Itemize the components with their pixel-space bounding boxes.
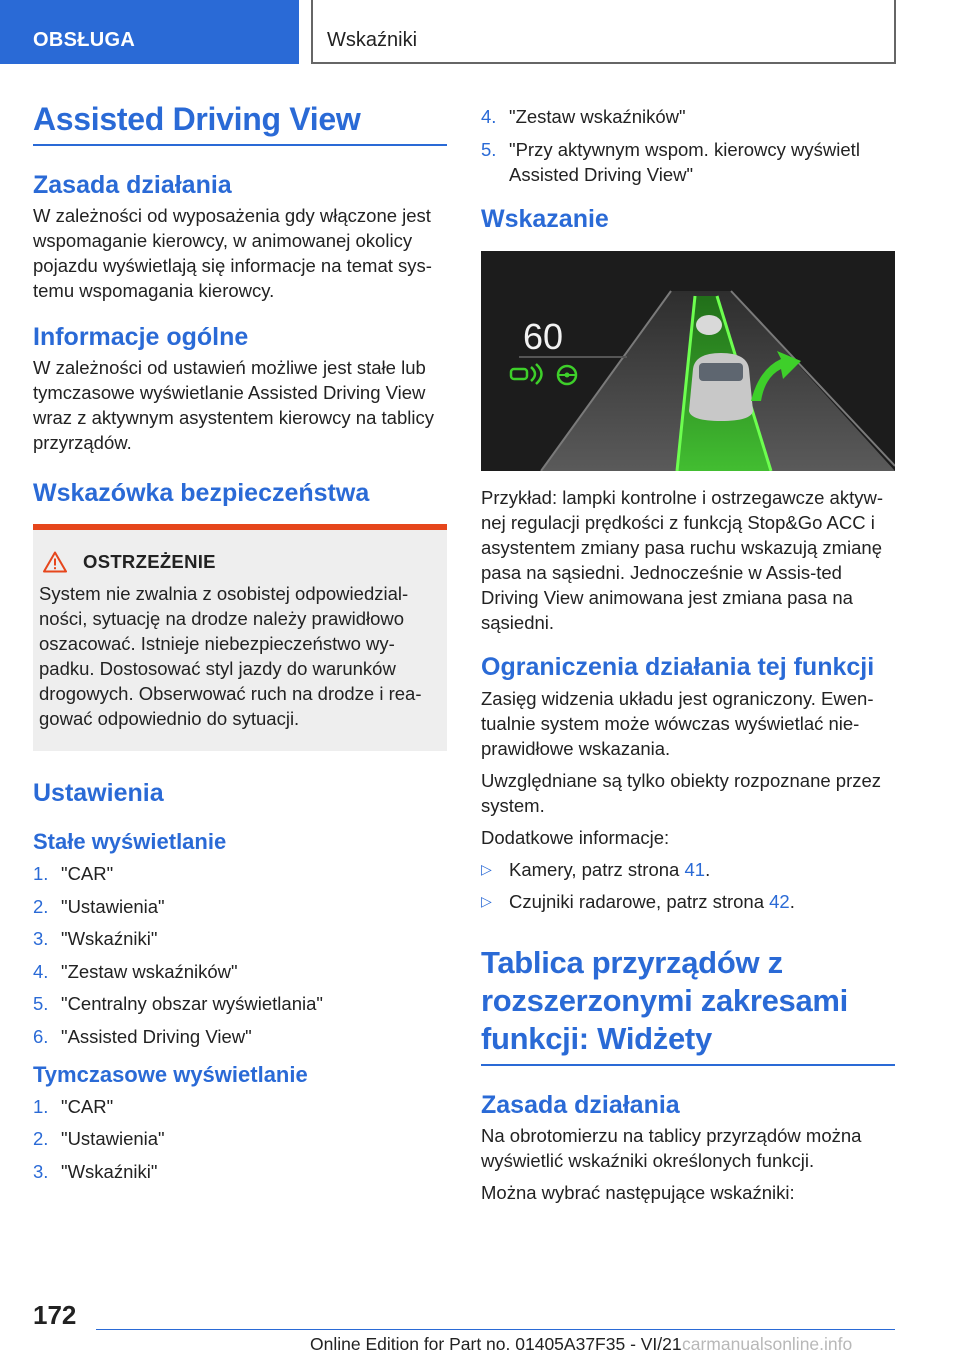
- general-heading: Informacje ogólne: [33, 323, 249, 351]
- step-number: 3.: [33, 1160, 49, 1182]
- step-number: 6.: [33, 1025, 49, 1047]
- page-reference-link[interactable]: 42: [769, 891, 790, 912]
- step-text: "Wskaźniki": [61, 1160, 158, 1182]
- step-text: "Zestaw wskaźników": [509, 106, 686, 127]
- step-text: "Zestaw wskaźników": [61, 960, 238, 982]
- step-item: [33, 959, 447, 984]
- right-column: [481, 104, 895, 1205]
- temporary-heading: Tymczasowe wyświetlanie: [33, 1061, 308, 1087]
- step-text: "CAR": [61, 863, 114, 884]
- warning-text: System nie zwalnia z osobistej odpowiedzial-ności, sytuację na drodze należy prawidłowo oszacować. Istnieje niebezpieczeństwo wy-padku. Dostosować styl jazdy do warunków drogowych. Obserwować ruch na drodze i rea-gować odpowiednio do sytuacji.: [39, 583, 422, 729]
- bullet-text: Czujniki radarowe, patrz strona: [509, 891, 770, 912]
- limits-text-2: Uwzględniane są tylko obiekty rozpoznane przez system.: [481, 769, 882, 816]
- step-item: [33, 1024, 447, 1049]
- step-number: 2.: [33, 1128, 49, 1149]
- section-tab: [0, 0, 299, 64]
- limits-heading: Ograniczenia działania tej funkcji: [481, 652, 875, 681]
- driving-view-illustration: [481, 251, 895, 471]
- step-item: [33, 926, 447, 951]
- step-item: [33, 1159, 447, 1184]
- watermark: carmanualsonline.info: [682, 1334, 853, 1354]
- limits-text-3: Dodatkowe informacje:: [481, 826, 670, 848]
- temporary-steps-list: [33, 1094, 447, 1184]
- step-item: [33, 991, 447, 1016]
- bullet-end: .: [705, 858, 711, 880]
- figure-caption: Przykład: lampki kontrolne i ostrzegawcze aktyw-nej regulacji prędkości z funkcją Stop&Go ACC i asystentem zmiany pasa ruchu wskazują zmianę pasa na sąsiedni. Jednocześnie w Assis-ted Driving View animowana jest zmiana pasa na sąsiedni.: [481, 486, 884, 633]
- widgets-principle-heading: Zasada działania: [481, 1091, 680, 1119]
- settings-heading: Ustawienia: [33, 779, 164, 807]
- temporary-steps-list-continued: [481, 104, 895, 187]
- step-number: 1.: [33, 863, 49, 884]
- step-number: 1.: [33, 1095, 49, 1117]
- bullet-triangle-icon: ▷: [481, 860, 492, 877]
- footer-rule: [96, 1329, 895, 1330]
- permanent-heading: Stałe wyświetlanie: [33, 829, 227, 854]
- widgets-title: Tablica przyrządów z rozszerzonymi zakresami funkcji: Widżety: [481, 944, 895, 1066]
- chapter-tab: [311, 0, 896, 64]
- warning-title: OSTRZEŻENIE: [83, 551, 216, 572]
- step-item: [33, 861, 447, 886]
- step-number: 5.: [33, 993, 49, 1014]
- step-text: "Ustawienia": [61, 1128, 165, 1149]
- permanent-steps-list: [33, 861, 447, 1049]
- step-item: [33, 894, 447, 919]
- step-text: "Ustawienia": [61, 895, 165, 917]
- edition-note: Online Edition for Part no. 01405A37F35 - VI/21: [310, 1334, 682, 1354]
- speed-readout: 60: [523, 315, 564, 357]
- step-item: [481, 137, 895, 187]
- list-item: [481, 889, 895, 914]
- step-text: "CAR": [61, 1095, 114, 1117]
- principle-text: W zależności od wyposażenia gdy włączone jest wspomaganie kierowcy, w animowanej okolicy pojazdu wyświetlają się informacje na temat sys-temu wspomagania kierowcy.: [33, 205, 432, 301]
- general-text: W zależności od ustawień możliwe jest stałe lub tymczasowe wyświetlanie Assisted Driving View wraz z aktywnym asystentem kierowcy na tablicy przyrządów.: [33, 357, 434, 453]
- assisted-driving-view-figure: [481, 251, 895, 471]
- display-heading: Wskazanie: [481, 204, 609, 233]
- limits-text-1: Zasięg widzenia układu jest ograniczony. Ewen-tualnie system może wówczas wyświetlać nie-prawidłowe wskazania.: [481, 687, 874, 759]
- bullet-triangle-icon: ▷: [481, 893, 492, 909]
- warning-header: [39, 549, 441, 575]
- step-number: 4.: [481, 106, 497, 127]
- list-item: [481, 857, 895, 882]
- step-text: "Przy aktywnym wspom. kierowcy wyświetl Assisted Driving View": [509, 138, 860, 185]
- page-title: Assisted Driving View: [33, 100, 447, 146]
- safety-heading: Wskazówka bezpieczeństwa: [33, 479, 370, 507]
- widgets-text-1: Na obrotomierzu na tablicy przyrządów można wyświetlić wskaźniki określonych funkcji.: [481, 1125, 862, 1171]
- bullet-text: Kamery, patrz strona: [509, 858, 685, 880]
- section-label: OBSŁUGA: [33, 29, 136, 51]
- step-text: "Centralny obszar wyświetlania": [61, 993, 323, 1014]
- step-text: "Assisted Driving View": [61, 1025, 252, 1047]
- principle-heading: Zasada działania: [33, 171, 232, 199]
- page-number: 172: [33, 1300, 77, 1330]
- bullet-end: .: [789, 891, 795, 912]
- chapter-label: Wskaźniki: [327, 29, 418, 51]
- step-item: [33, 1094, 447, 1119]
- additional-info-list: [481, 857, 895, 915]
- step-item: [481, 104, 895, 129]
- step-number: 2.: [33, 895, 49, 917]
- step-number: 4.: [33, 960, 49, 982]
- left-column: [33, 100, 447, 1191]
- step-number: 3.: [33, 928, 49, 949]
- warning-triangle-icon: [43, 551, 67, 573]
- widgets-text-2: Można wybrać następujące wskaźniki:: [481, 1182, 795, 1203]
- step-number: 5.: [481, 138, 497, 160]
- warning-box: [33, 524, 447, 751]
- step-item: [33, 1126, 447, 1151]
- step-text: "Wskaźniki": [61, 928, 158, 949]
- page-reference-link[interactable]: 41: [684, 858, 706, 880]
